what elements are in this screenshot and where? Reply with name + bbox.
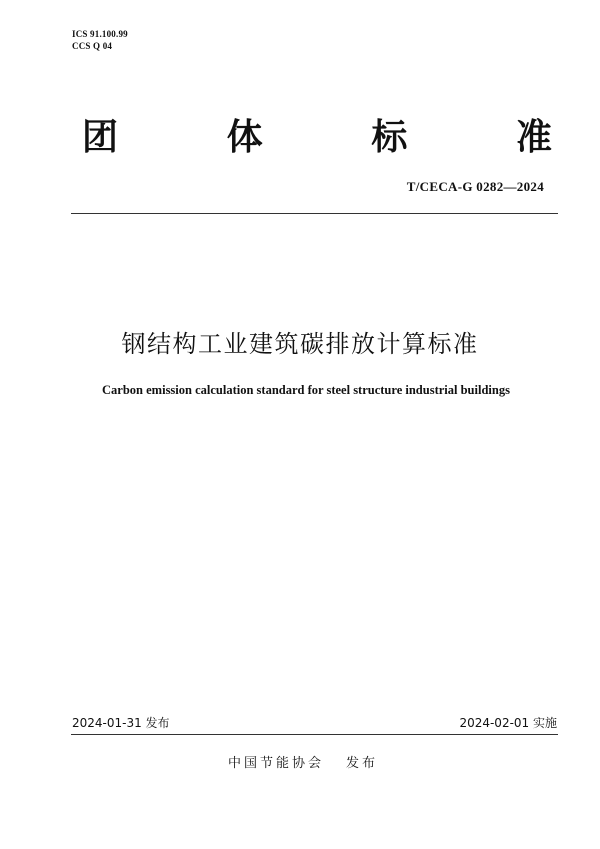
ics-code: ICS 91.100.99 [72, 29, 128, 39]
header-divider [71, 213, 558, 214]
footer-divider [71, 734, 558, 735]
standard-type-title [82, 118, 552, 158]
ccs-code: CCS Q 04 [72, 41, 113, 51]
title-char-4: 准 [515, 117, 552, 158]
title-char-2: 体 [226, 117, 263, 158]
document-title-chinese: 钢结构工业建筑碳排放计算标准 [121, 330, 479, 358]
title-char-3: 标 [371, 117, 408, 158]
issue-date: 2024-01-31 发布 [72, 716, 170, 730]
publisher-action: 发布 [346, 756, 379, 771]
document-title-english: Carbon emission calculation standard for steel structure industrial buildings [102, 383, 510, 397]
publisher-name: 中国节能协会 [228, 756, 325, 771]
publisher-line [228, 752, 378, 771]
title-char-1: 团 [82, 117, 119, 158]
implementation-date: 2024-02-01 实施 [459, 716, 557, 730]
standard-number: T/CECA-G 0282—2024 [406, 179, 544, 194]
classification-codes [72, 28, 128, 52]
